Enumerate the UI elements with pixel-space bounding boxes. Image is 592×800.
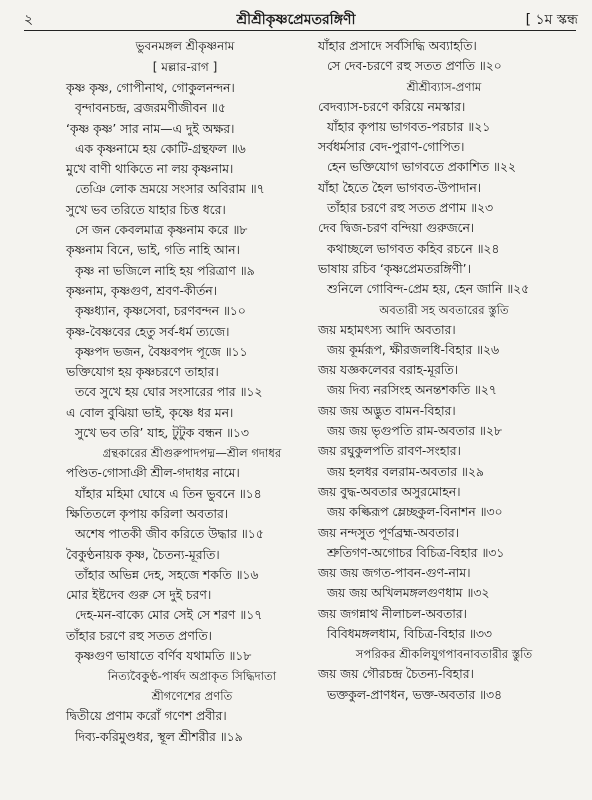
verse-line: তবে সুখে হয় ঘোর সংসারের পার ॥১২: [75, 385, 263, 400]
verse-block: [318, 320, 580, 645]
verse-line: জয় দিব্য নরসিংহ অনন্তশকতি ॥২৭: [327, 383, 497, 398]
left-column: [66, 36, 328, 747]
section-heading: শ্রীশ্রীব্যাস-প্রণাম: [406, 79, 482, 94]
verse-block: [318, 97, 580, 300]
section-heading: সপরিকর শ্রীকলিযুগপাবনাবতারীর স্তুতি: [355, 647, 533, 662]
verse-line: হেন ভক্তিযোগ ভাগবতে প্রকাশিত ॥২২: [327, 160, 516, 175]
verse-line: দেব দ্বিজ-চরণ বন্দিয়া গুরুজনে।: [318, 221, 475, 236]
running-title: শ্রীশ্রীকৃষ্ণপ্রেমতরঙ্গিণী: [236, 12, 356, 28]
verse-line: জয় কূর্মরূপ, ক্ষীরজলধি-বিহার ॥২৬: [327, 342, 499, 357]
verse-line: দেহ-মন-বাক্যে মোর সেই সে শরণ ॥১৭: [75, 608, 263, 623]
verse-line: তাঁহার অভিন্ন দেহ, সহজে শকতি ॥১৬: [75, 567, 259, 582]
verse-line: জয় যজ্ঞকলেবর বরাহ-মূরতি।: [318, 363, 459, 378]
verse-line: সে দেব-চরণে রহু সতত প্রণতি ॥২০: [327, 59, 502, 74]
verse-line: তাঁহার চরণে রহু সতত প্রণাম ॥২৩: [327, 201, 494, 216]
section-heading: গ্রন্থকারের শ্রীগুরুপাদপদ্ম—শ্রীল গদাধর: [102, 446, 282, 461]
verse-line: সর্বধর্মসার বেদ-পুরাণ-গোপিত।: [318, 140, 465, 155]
verse-line: জয় মহামৎস্য আদি অবতার।: [318, 322, 456, 337]
verse-line: ভক্তকুল-প্রাণধন, ভক্ত-অবতার ॥৩৪: [327, 687, 502, 702]
raga-label: [ মল্লার-রাগ ]: [152, 60, 218, 74]
verse-line: যাঁহা হৈতে হৈল ভাগবত-উপাদান।: [318, 180, 482, 195]
verse-line: কৃষ্ণ-বৈষ্ণবের হেতু সর্ব-ধর্ম ত্যজে।: [66, 324, 230, 339]
verse-line: সুখে ভব তরি’ যাহ, টুটুক বন্ধন ॥১৩: [75, 426, 249, 441]
verse-line: যাঁহার প্রসাদে সর্বসিদ্ধি অব্যাহতি।: [318, 39, 477, 53]
verse-line: সে জন কেবলমাত্র কৃষ্ণনাম করে ॥৮: [75, 223, 248, 238]
verse-line: কথাচ্ছলে ভাগবত কহিব রচনে ॥২৪: [327, 241, 500, 256]
canto-label: [ ১ম স্কন্ধ: [525, 12, 578, 28]
verse-line: মুখে বাণী থাকিতে না লয় কৃষ্ণনাম।: [66, 162, 234, 177]
verse-line: কৃষ্ণ কৃষ্ণ, গোপীনাথ, গোকুলনন্দন।: [66, 81, 235, 95]
section-heading: ভুবনমঙ্গল শ্রীকৃষ্ণনাম: [135, 39, 235, 53]
verse-line: ‘কৃষ্ণ কৃষ্ণ’ সার নাম—এ দুই অক্ষর।: [66, 121, 235, 136]
verse-line: জয় জয় অখিলমঙ্গলগুণধাম ॥৩২: [327, 586, 490, 601]
verse-line: বৃন্দাবনচন্দ্র, ব্রজরমণীজীবন ॥৫: [75, 101, 226, 116]
verse-block: [66, 706, 328, 747]
verse-line: এ বোল বুঝিয়া ভাই, কৃষ্ণে ধর মন।: [66, 405, 234, 420]
verse-line: জয় জয় জগত-পাবন-গুণ-নাম।: [318, 566, 471, 581]
verse-line: তেঞি লোক ভ্রময়ে সংসার অবিরাম ॥৭: [75, 182, 265, 197]
verse-line: জয় জয় গৌরচন্দ্র চৈতন্য-বিহার।: [318, 667, 474, 682]
verse-line: শুনিলে গোবিন্দ-প্রেম হয়, হেন জানি ॥২৫: [327, 282, 530, 297]
verse-line: জয় বুদ্ধ-অবতার অসুরমোহন।: [318, 484, 461, 499]
verse-line: জয় রঘুকুলপতি রাবণ-সংহার।: [318, 444, 461, 459]
verse-line: জয় হলধর বলরাম-অবতার ॥২৯: [327, 464, 484, 479]
verse-line: শ্রুতিগণ-অগোচর বিচিত্র-বিহার ॥৩১: [327, 545, 505, 560]
verse-line: দিব্য-করিমুণ্ডধর, স্থূল শ্রীশরীর ॥১৯: [75, 729, 243, 744]
verse-line: জয় নন্দসুত পূর্ণব্রহ্ম-অবতার।: [318, 525, 460, 540]
verse-line: অশেষ পাতকী জীব করিতে উদ্ধার ॥১৫: [75, 527, 264, 542]
header-rule: [24, 30, 576, 31]
right-column: [318, 36, 580, 705]
verse-line: কৃষ্ণনাম বিনে, ভাই, গতি নাহি আন।: [66, 243, 240, 258]
verse-line: ভক্তিযোগ হয় কৃষ্ণচরণে তাহার।: [66, 365, 219, 380]
verse-line: কৃষ্ণপদ ভজন, বৈষ্ণবপদ পূজে ॥১১: [75, 344, 248, 359]
verse-line: কৃষ্ণনাম, কৃষ্ণগুণ, শ্রবণ-কীর্তন।: [66, 283, 218, 298]
verse-block: [318, 36, 580, 77]
verse-line: মোর ইষ্টদেব গুরু সে দুই চরণ।: [66, 588, 212, 603]
section-heading: নিত্যবৈকুণ্ঠ-পার্ষদ অপ্রাকৃত সিদ্ধিদাতা: [107, 669, 277, 684]
section-heading: শ্রীগণেশের প্রণতি: [151, 689, 233, 704]
verse-line: এক কৃষ্ণনামে হয় কোটি-গ্রন্থফল ॥৬: [75, 141, 246, 156]
verse-block: [66, 78, 328, 443]
section-heading: অবতারী সহ অবতারের স্তুতি: [379, 302, 509, 317]
verse-line: কৃষ্ণ না ভজিলে নাহি হয় পরিত্রাণ ॥৯: [75, 263, 255, 278]
verse-line: বৈকুণ্ঠনায়ক কৃষ্ণ, চৈতন্য-মূরতি।: [66, 547, 220, 562]
page-number: ২: [24, 12, 34, 28]
verse-line: বেদব্যাস-চরণে করিয়ে নমস্কার।: [318, 99, 466, 114]
verse-line: তাঁহার চরণে রহু সতত প্রণতি।: [66, 628, 212, 643]
verse-line: দ্বিতীয়ে প্রণাম করোঁ গণেশ প্রবীর।: [66, 709, 227, 724]
verse-line: বিবিধমঙ্গলধাম, বিচিত্র-বিহার ॥৩৩: [327, 627, 492, 642]
verse-line: যাঁহার কৃপায় ভাগবত-পরচার ॥২১: [327, 119, 491, 134]
verse-line: ক্ষিতিতলে কৃপায় করিলা অবতার।: [66, 506, 229, 521]
verse-line: সুখে ভব তরিতে যাহার চিত্ত ধরে।: [66, 202, 226, 217]
verse-line: জয় জগন্নাথ নীলাচল-অবতার।: [318, 606, 467, 621]
verse-block: [318, 664, 580, 705]
verse-line: যাঁহার মহিমা ঘোষে এ তিন ভুবনে ॥১৪: [75, 486, 262, 501]
verse-line: জয় জয় অদ্ভুত বামন-বিহার।: [318, 403, 456, 418]
verse-line: জয় কল্কিরূপ ম্লেচ্ছকুল-বিনাশন ॥৩০: [327, 505, 503, 520]
verse-block: [66, 463, 328, 666]
verse-line: কৃষ্ণগুণ ভাষাতে বর্ণিব যথামতি ॥১৮: [75, 649, 252, 664]
verse-line: ভাষায় রচিব ‘কৃষ্ণপ্রেমতরঙ্গিণী’।: [318, 261, 471, 276]
verse-line: জয় জয় ভৃগুপতি রাম-অবতার ॥২৮: [327, 424, 502, 439]
verse-line: কৃষ্ণধ্যান, কৃষ্ণসেবা, চরণবন্দন ॥১০: [75, 304, 246, 319]
verse-line: পণ্ডিত-গোসাঞী শ্রীল-গদাধর নামে।: [66, 466, 240, 481]
